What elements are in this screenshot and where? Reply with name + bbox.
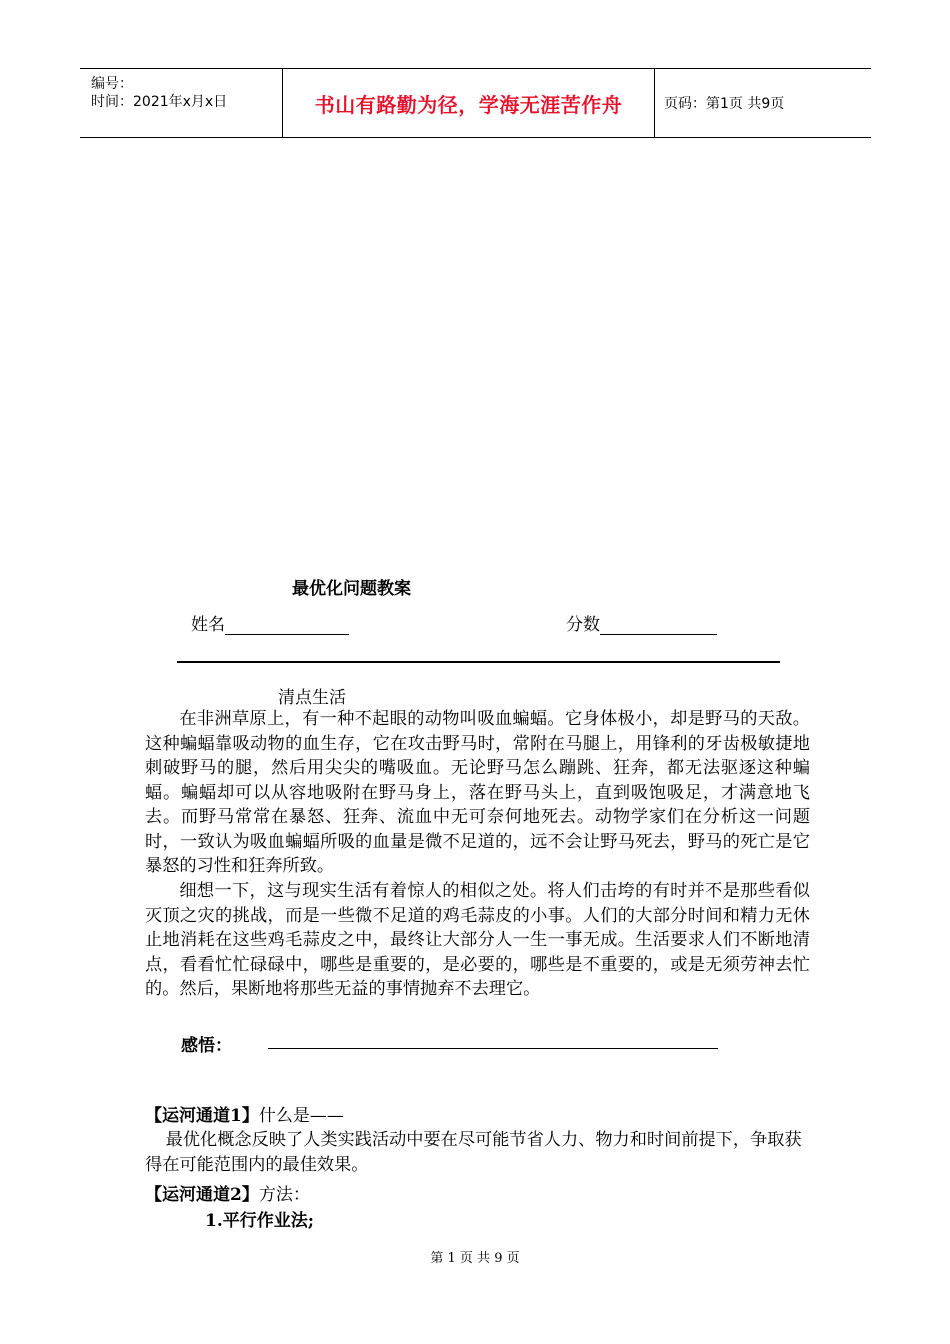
score-label: 分数 xyxy=(566,615,600,635)
score-blank xyxy=(600,616,717,635)
header-table xyxy=(80,68,871,138)
name-label: 姓名 xyxy=(191,615,225,635)
reflection-blank xyxy=(268,1048,718,1049)
header-motto: 书山有路勤为径，学海无涯苦作舟 xyxy=(314,92,623,117)
serial-label: 编号： xyxy=(91,76,133,92)
paragraph: 细想一下，这与现实生活有着惊人的相似之处。将人们击垮的有时并不是那些看似灭顶之灾的挑战，而是一些微不足道的鸡毛蒜皮的小事。人们的大部分时间和精力无休止地消耗在这些鸡毛蒜皮之中，最终让大部分人一生一事无成。生活要求人们不断地清点，看看忙忙碌碌中，哪些是重要的，是必要的，哪些是不重要的，或是无须劳神去忙的。然后，果断地将那些无益的事情抛弃不去理它。 xyxy=(145,881,810,999)
section-heading: 清点生活 xyxy=(278,688,346,708)
name-field xyxy=(191,610,349,635)
header-divider xyxy=(654,69,655,137)
score-field xyxy=(566,610,717,635)
date-label: 时间：2021年x月x日 xyxy=(91,94,228,110)
section-heading xyxy=(145,1101,344,1126)
section-heading xyxy=(145,1180,310,1205)
section-text: 方法： xyxy=(258,1185,310,1205)
section-bracket: 【运河通道2】 xyxy=(145,1185,259,1205)
header-meta xyxy=(80,69,282,137)
reflection-label: 感悟： xyxy=(181,1036,232,1056)
separator-line xyxy=(177,661,780,663)
page-footer: 第 1 页 共 9 页 xyxy=(430,1251,520,1266)
name-blank xyxy=(225,616,349,635)
paragraph: 最优化概念反映了人类实践活动中要在尽可能节省人力、物力和时间前提下，争取获得在可能范围内的最佳效果。 xyxy=(145,1130,802,1175)
paragraph: 在非洲草原上，有一种不起眼的动物叫吸血蝙蝠。它身体极小，却是野马的天敌。这种蝙蝠靠吸动物的血生存，它在攻击野马时，常附在马腿上，用锋利的牙齿极敏捷地刺破野马的腿，然后用尖尖的嘴吸血。无论野马怎么蹦跳、狂奔，都无法驱逐这种蝙蝠。蝙蝠却可以从容地吸附在野马身上，落在野马头上，直到吸饱吸足，才满意地飞去。而野马常常在暴怒、狂奔、流血中无可奈何地死去。动物学家们在分析这一问题时，一致认为吸血蝙蝠所吸的血量是微不足道的，远不会让野马死去，野马的死亡是它暴怒的习性和狂奔所致。 xyxy=(145,709,810,876)
section-text: 什么是—— xyxy=(258,1106,344,1126)
header-page-info: 页码：第1页 共9页 xyxy=(664,96,785,112)
list-item: 1.平行作业法; xyxy=(205,1211,315,1231)
document-title: 最优化问题教案 xyxy=(292,579,411,599)
section-bracket: 【运河通道1】 xyxy=(145,1106,259,1126)
